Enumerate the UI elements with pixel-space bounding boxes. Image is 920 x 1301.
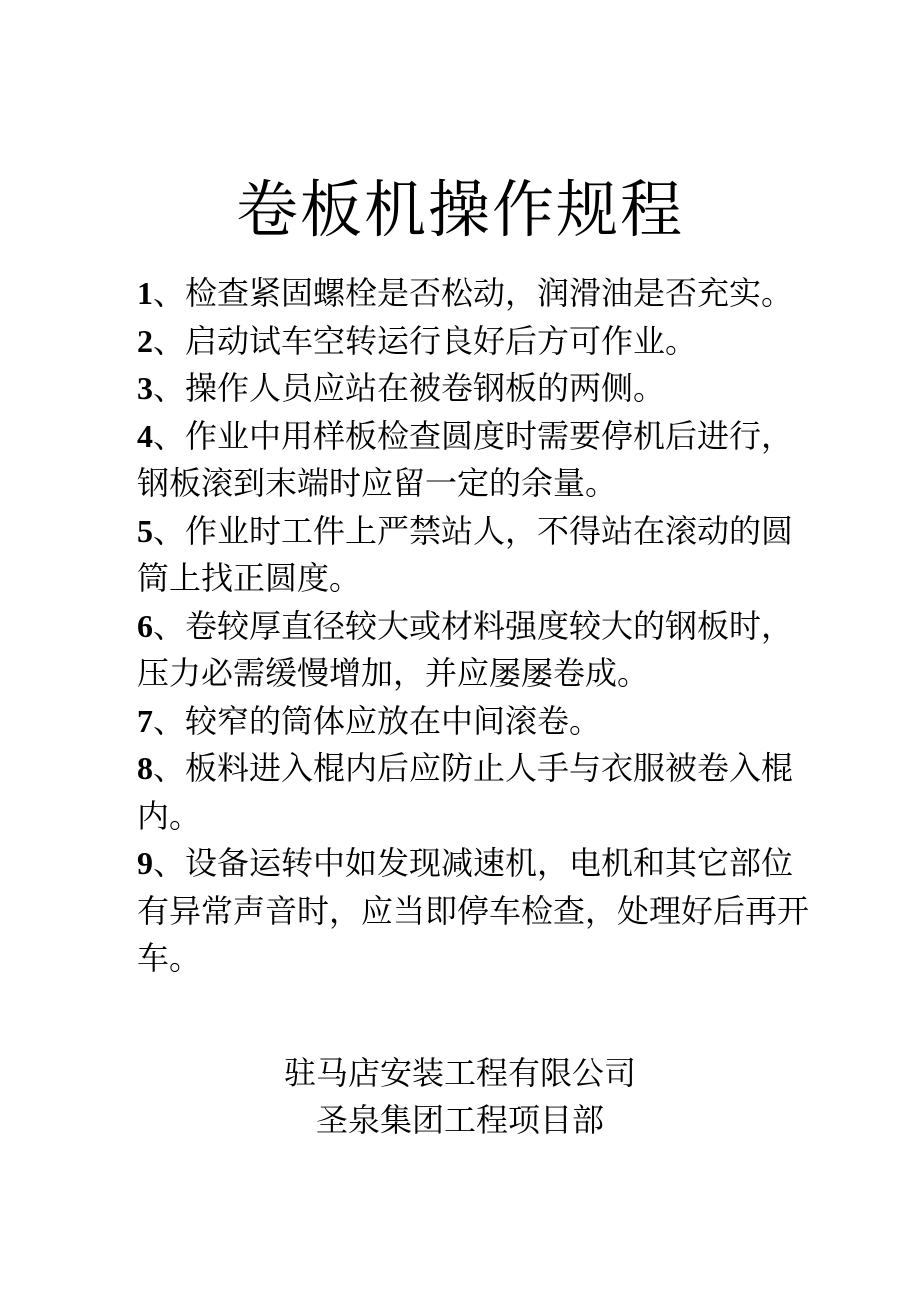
rule-text: 、设备运转中如发现减速机，电机和其它部位有异常声音时，应当即停车检查，处理好后再开车。	[137, 844, 810, 977]
company-name: 驻马店安装工程有限公司	[283, 1054, 636, 1092]
rule-number: 8	[137, 750, 153, 786]
document-footer	[0, 1050, 920, 1144]
rule-number: 2	[137, 322, 153, 359]
rule-text: 、卷较厚直径较大或材料强度较大的钢板时，压力必需缓慢增加，并应屡屡卷成。	[137, 606, 794, 692]
rule-number: 1	[137, 275, 153, 311]
rule-item	[137, 270, 817, 318]
rule-item	[137, 365, 817, 413]
rule-number: 4	[137, 417, 153, 454]
rule-number: 7	[137, 702, 153, 739]
rule-item	[137, 318, 817, 366]
document-title: 卷板机操作规程	[235, 172, 684, 246]
rules-list	[137, 270, 817, 983]
rule-text: 、检查紧固螺栓是否松动，润滑油是否充实。	[153, 274, 794, 312]
rule-item	[137, 745, 817, 840]
rule-text: 、较窄的筒体应放在中间滚卷。	[153, 701, 602, 740]
rule-item	[137, 840, 817, 983]
rule-number: 9	[137, 845, 153, 881]
rule-number: 6	[137, 607, 153, 644]
rule-text: 、启动试车空转运行良好后方可作业。	[153, 321, 698, 360]
rule-item	[137, 603, 817, 698]
rule-text: 、板料进入棍内后应防止人手与衣服被卷入棍内。	[137, 749, 794, 835]
rule-item	[137, 413, 817, 508]
rule-text: 、作业时工件上严禁站人，不得站在滚动的圆筒上找正圆度。	[137, 511, 794, 597]
rule-text: 、作业中用样板检查圆度时需要停机后进行，钢板滚到末端时应留一定的余量。	[137, 416, 794, 502]
rule-number: 5	[137, 512, 153, 549]
rule-item	[137, 698, 817, 746]
rule-item	[137, 508, 817, 603]
rule-number: 3	[137, 370, 153, 406]
rule-text: 、操作人员应站在被卷钢板的两侧。	[153, 369, 666, 407]
department-name: 圣泉集团工程项目部	[315, 1101, 604, 1139]
